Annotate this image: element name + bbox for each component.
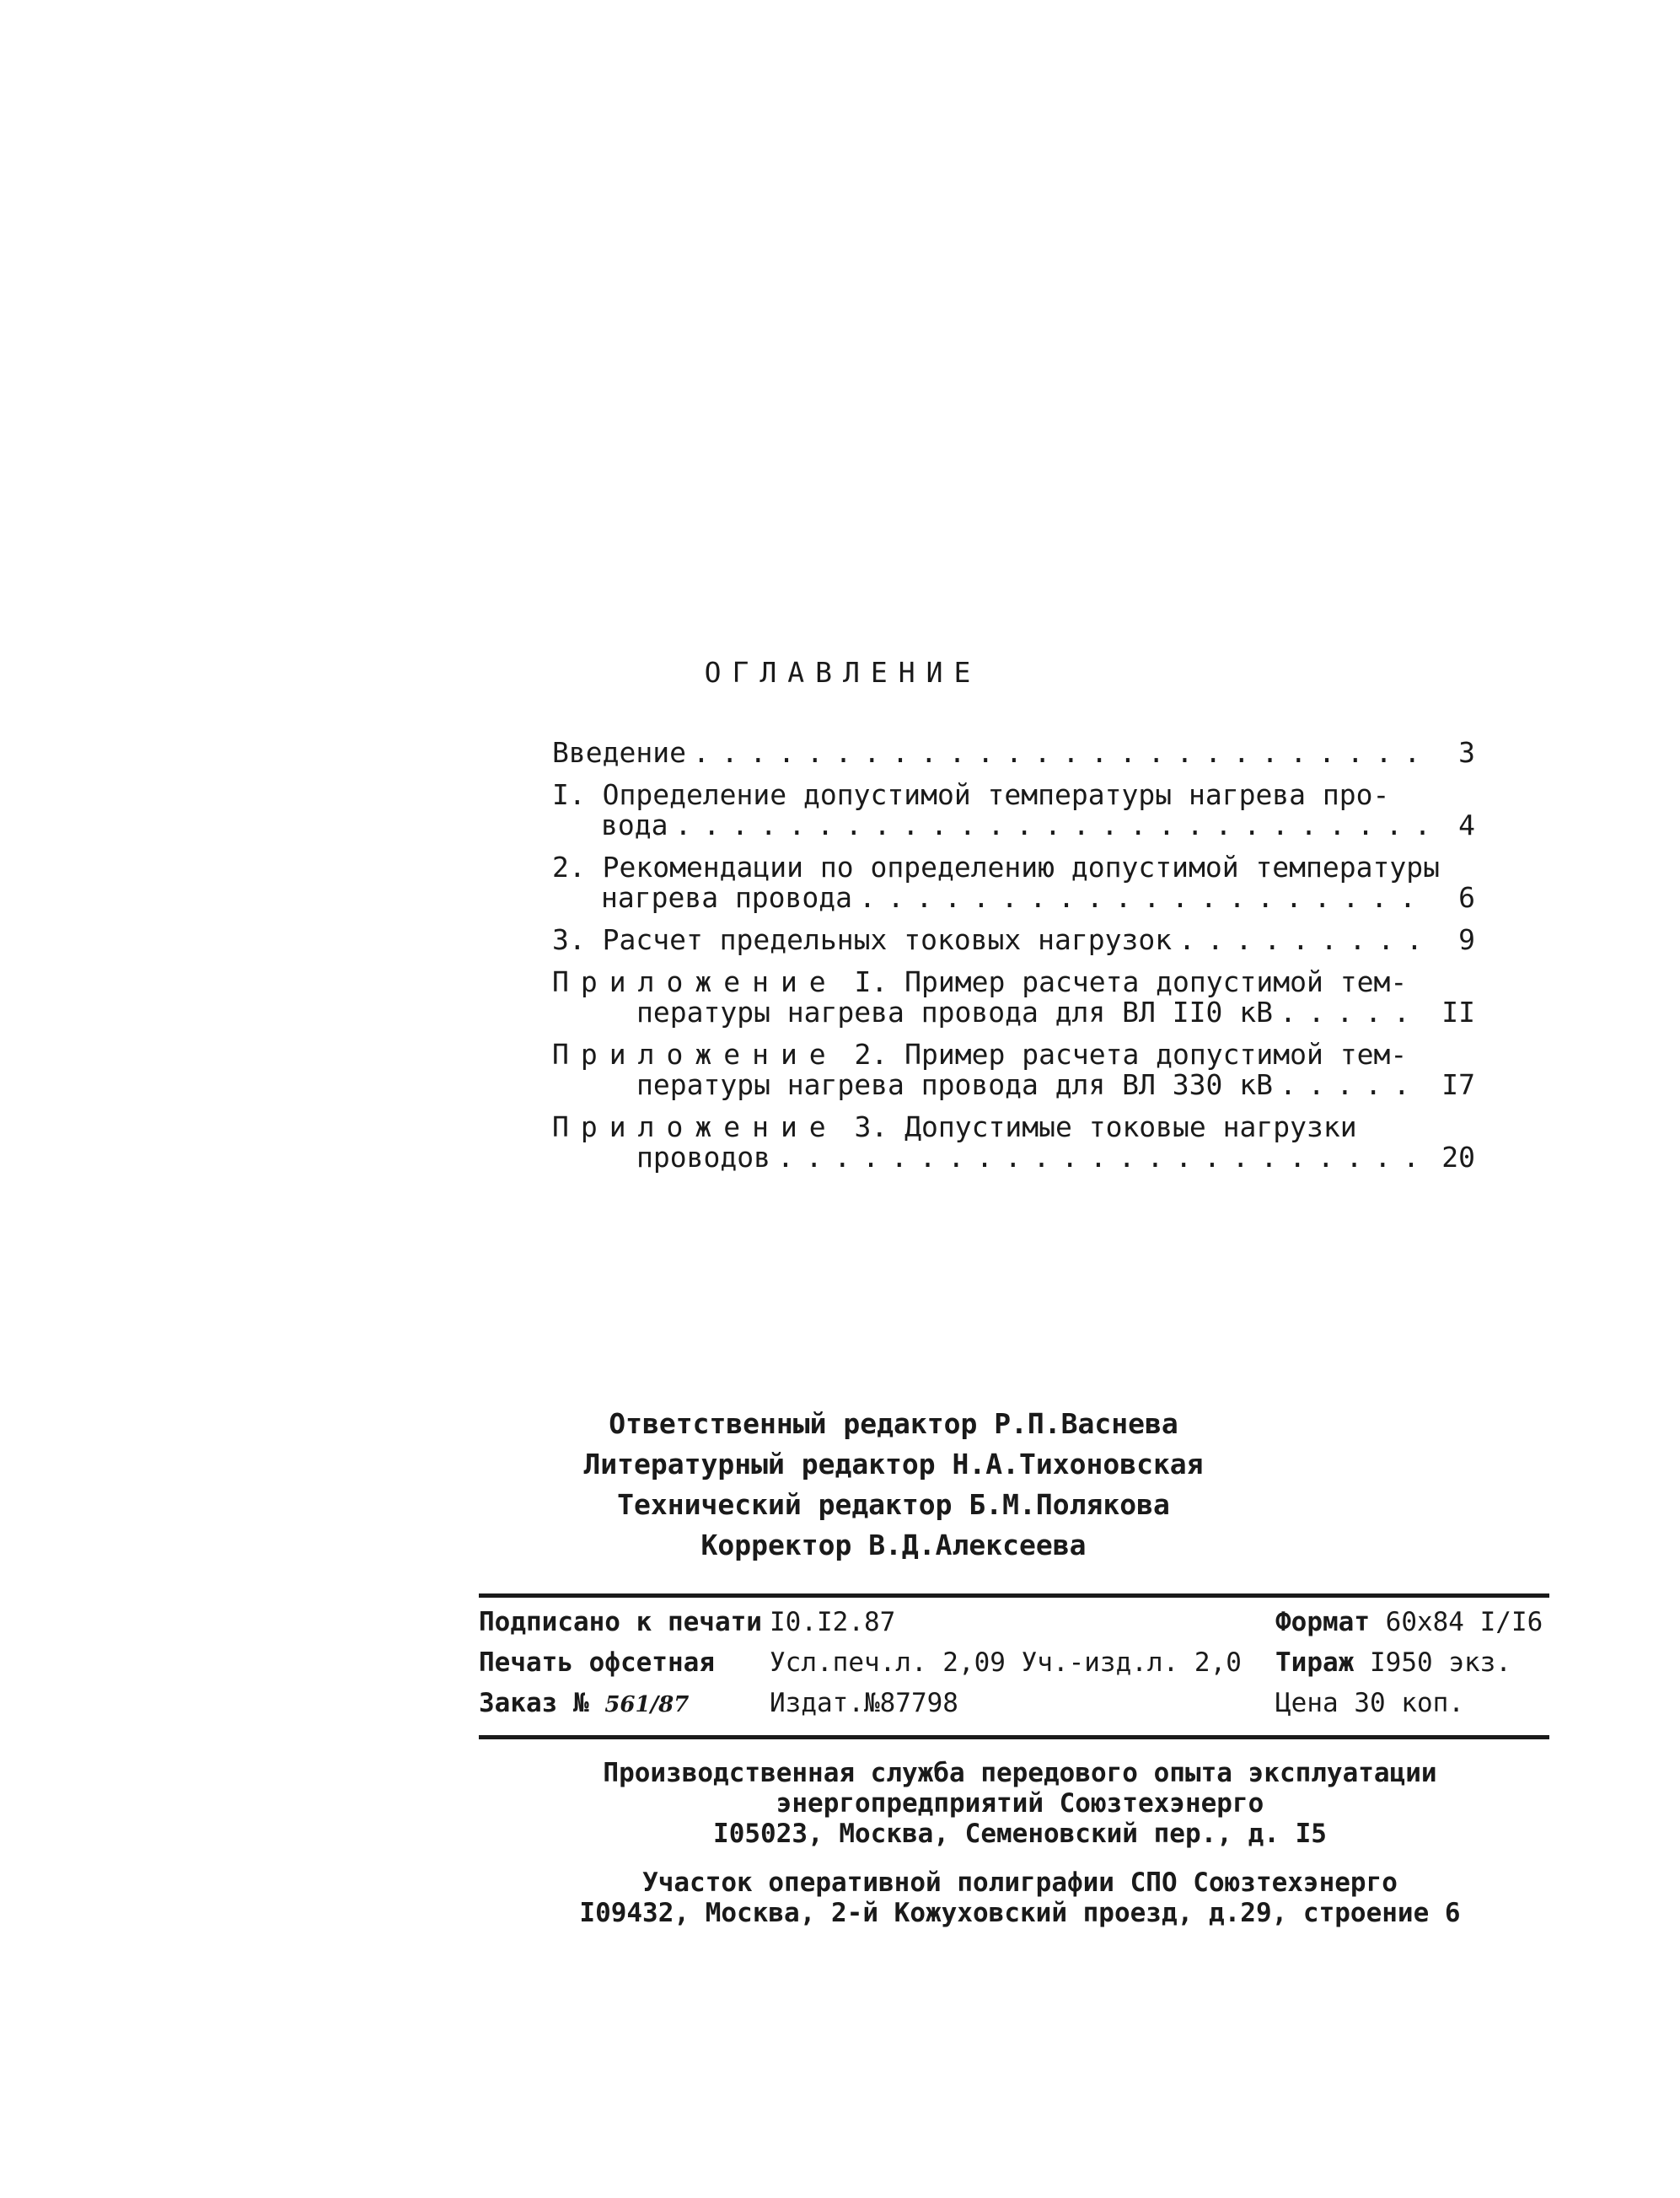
order-label: Заказ № [479,1688,589,1718]
format-label: Формат [1275,1607,1370,1637]
credit-line: Корректор В.Д.Алексеева [700,1529,1087,1561]
toc-page-number: II [1441,996,1475,1029]
toc-page-number: 6 [1458,881,1475,914]
sheets-value: Усл.печ.л. 2,09 Уч.-изд.л. 2,0 [770,1647,1242,1678]
toc-entry[interactable] [552,925,1475,955]
run-label: Тираж [1275,1647,1355,1678]
imprint-row [479,1683,1566,1725]
toc-leader-dots [1280,997,1425,1028]
toc-page-number: 4 [1458,809,1475,841]
toc-entry-text: I. Определение допустимой температуры нагрева про- [552,778,1390,811]
credit-line: Технический редактор Б.М.Полякова [617,1488,1170,1521]
toc-entry[interactable] [552,1040,1475,1100]
signed-label: Подписано к печати [479,1607,762,1637]
publisher-line: Производственная служба передового опыта эксплуатации [603,1758,1437,1788]
printshop-address: I09432, Москва, 2-й Кожуховский проезд, д.29, строение 6 [579,1898,1461,1928]
imprint-row [479,1642,1566,1683]
print-label: Печать офсетная [479,1647,715,1678]
credit-line: Литературный редактор Н.А.Тихоновская [583,1448,1204,1481]
toc-appendix-label: Приложение [552,965,838,998]
toc-entry-text: пературы нагрева провода для ВЛ 330 кВ [636,1068,1273,1101]
imprint-top-rule [479,1593,1549,1598]
imprint-bottom-rule [479,1735,1549,1739]
toc-leader-dots [674,810,1425,841]
toc-page-number: 20 [1441,1141,1475,1174]
publisher-address: I05023, Москва, Семеновский пер., д. I5 [713,1819,1327,1849]
order-value: 561/87 [604,1692,690,1717]
run-value: I950 экз. [1370,1647,1511,1678]
editorial-credits [472,1404,1315,1566]
toc-entry[interactable] [552,780,1475,841]
price-value: Цена 30 коп. [1275,1688,1464,1718]
toc-entry[interactable] [552,852,1475,913]
toc-entry[interactable] [552,738,1475,768]
toc-entry-text: пературы нагрева провода для ВЛ II0 кВ [636,996,1273,1029]
toc-entry[interactable] [552,967,1475,1028]
toc-appendix-label: Приложение [552,1110,838,1143]
izdat-value: Издат.№87798 [770,1688,958,1718]
signed-value: I0.I2.87 [770,1607,896,1637]
toc-leader-dots [777,1142,1425,1173]
toc-entry-text: нагрева провода [601,881,853,914]
format-value: 60x84 I/I6 [1385,1607,1543,1637]
toc-entry-text: 3. Допустимые токовые нагрузки [837,1110,1357,1143]
printshop-line: Участок оперативной полиграфии СПО Союзтехэнерго [642,1867,1398,1898]
toc-entry-text: вода [601,809,668,841]
toc-entry-text: Введение [552,736,686,769]
toc-leader-dots [859,883,1425,913]
imprint-row [479,1602,1566,1642]
credit-line: Ответственный редактор Р.П.Васнева [609,1407,1178,1440]
toc-appendix-label: Приложение [552,1038,838,1071]
toc-entry[interactable] [552,1112,1475,1173]
toc-leader-dots [1280,1070,1425,1100]
toc-leader-dots [693,738,1425,768]
toc-title: ОГЛАВЛЕНИЕ [704,656,982,689]
toc-entry-text: 2. Рекомендации по определению допустимой температуры [552,851,1440,884]
publisher-info [472,1758,1568,1928]
publisher-line: энергопредприятий Союзтехэнерго [776,1788,1264,1819]
imprint-table [479,1602,1566,1725]
toc-page-number: 9 [1458,923,1475,956]
toc-entry-text: 2. Пример расчета допустимой тем- [837,1038,1408,1071]
toc-entry-text: I. Пример расчета допустимой тем- [837,965,1408,998]
toc-entry-text: 3. Расчет предельных токовых нагрузок [552,923,1173,956]
toc-page-number: 3 [1458,736,1475,769]
toc-list [552,738,1475,1185]
toc-page-number: I7 [1441,1068,1475,1101]
toc-entry-text: проводов [636,1141,770,1174]
toc-leader-dots [1178,925,1425,955]
